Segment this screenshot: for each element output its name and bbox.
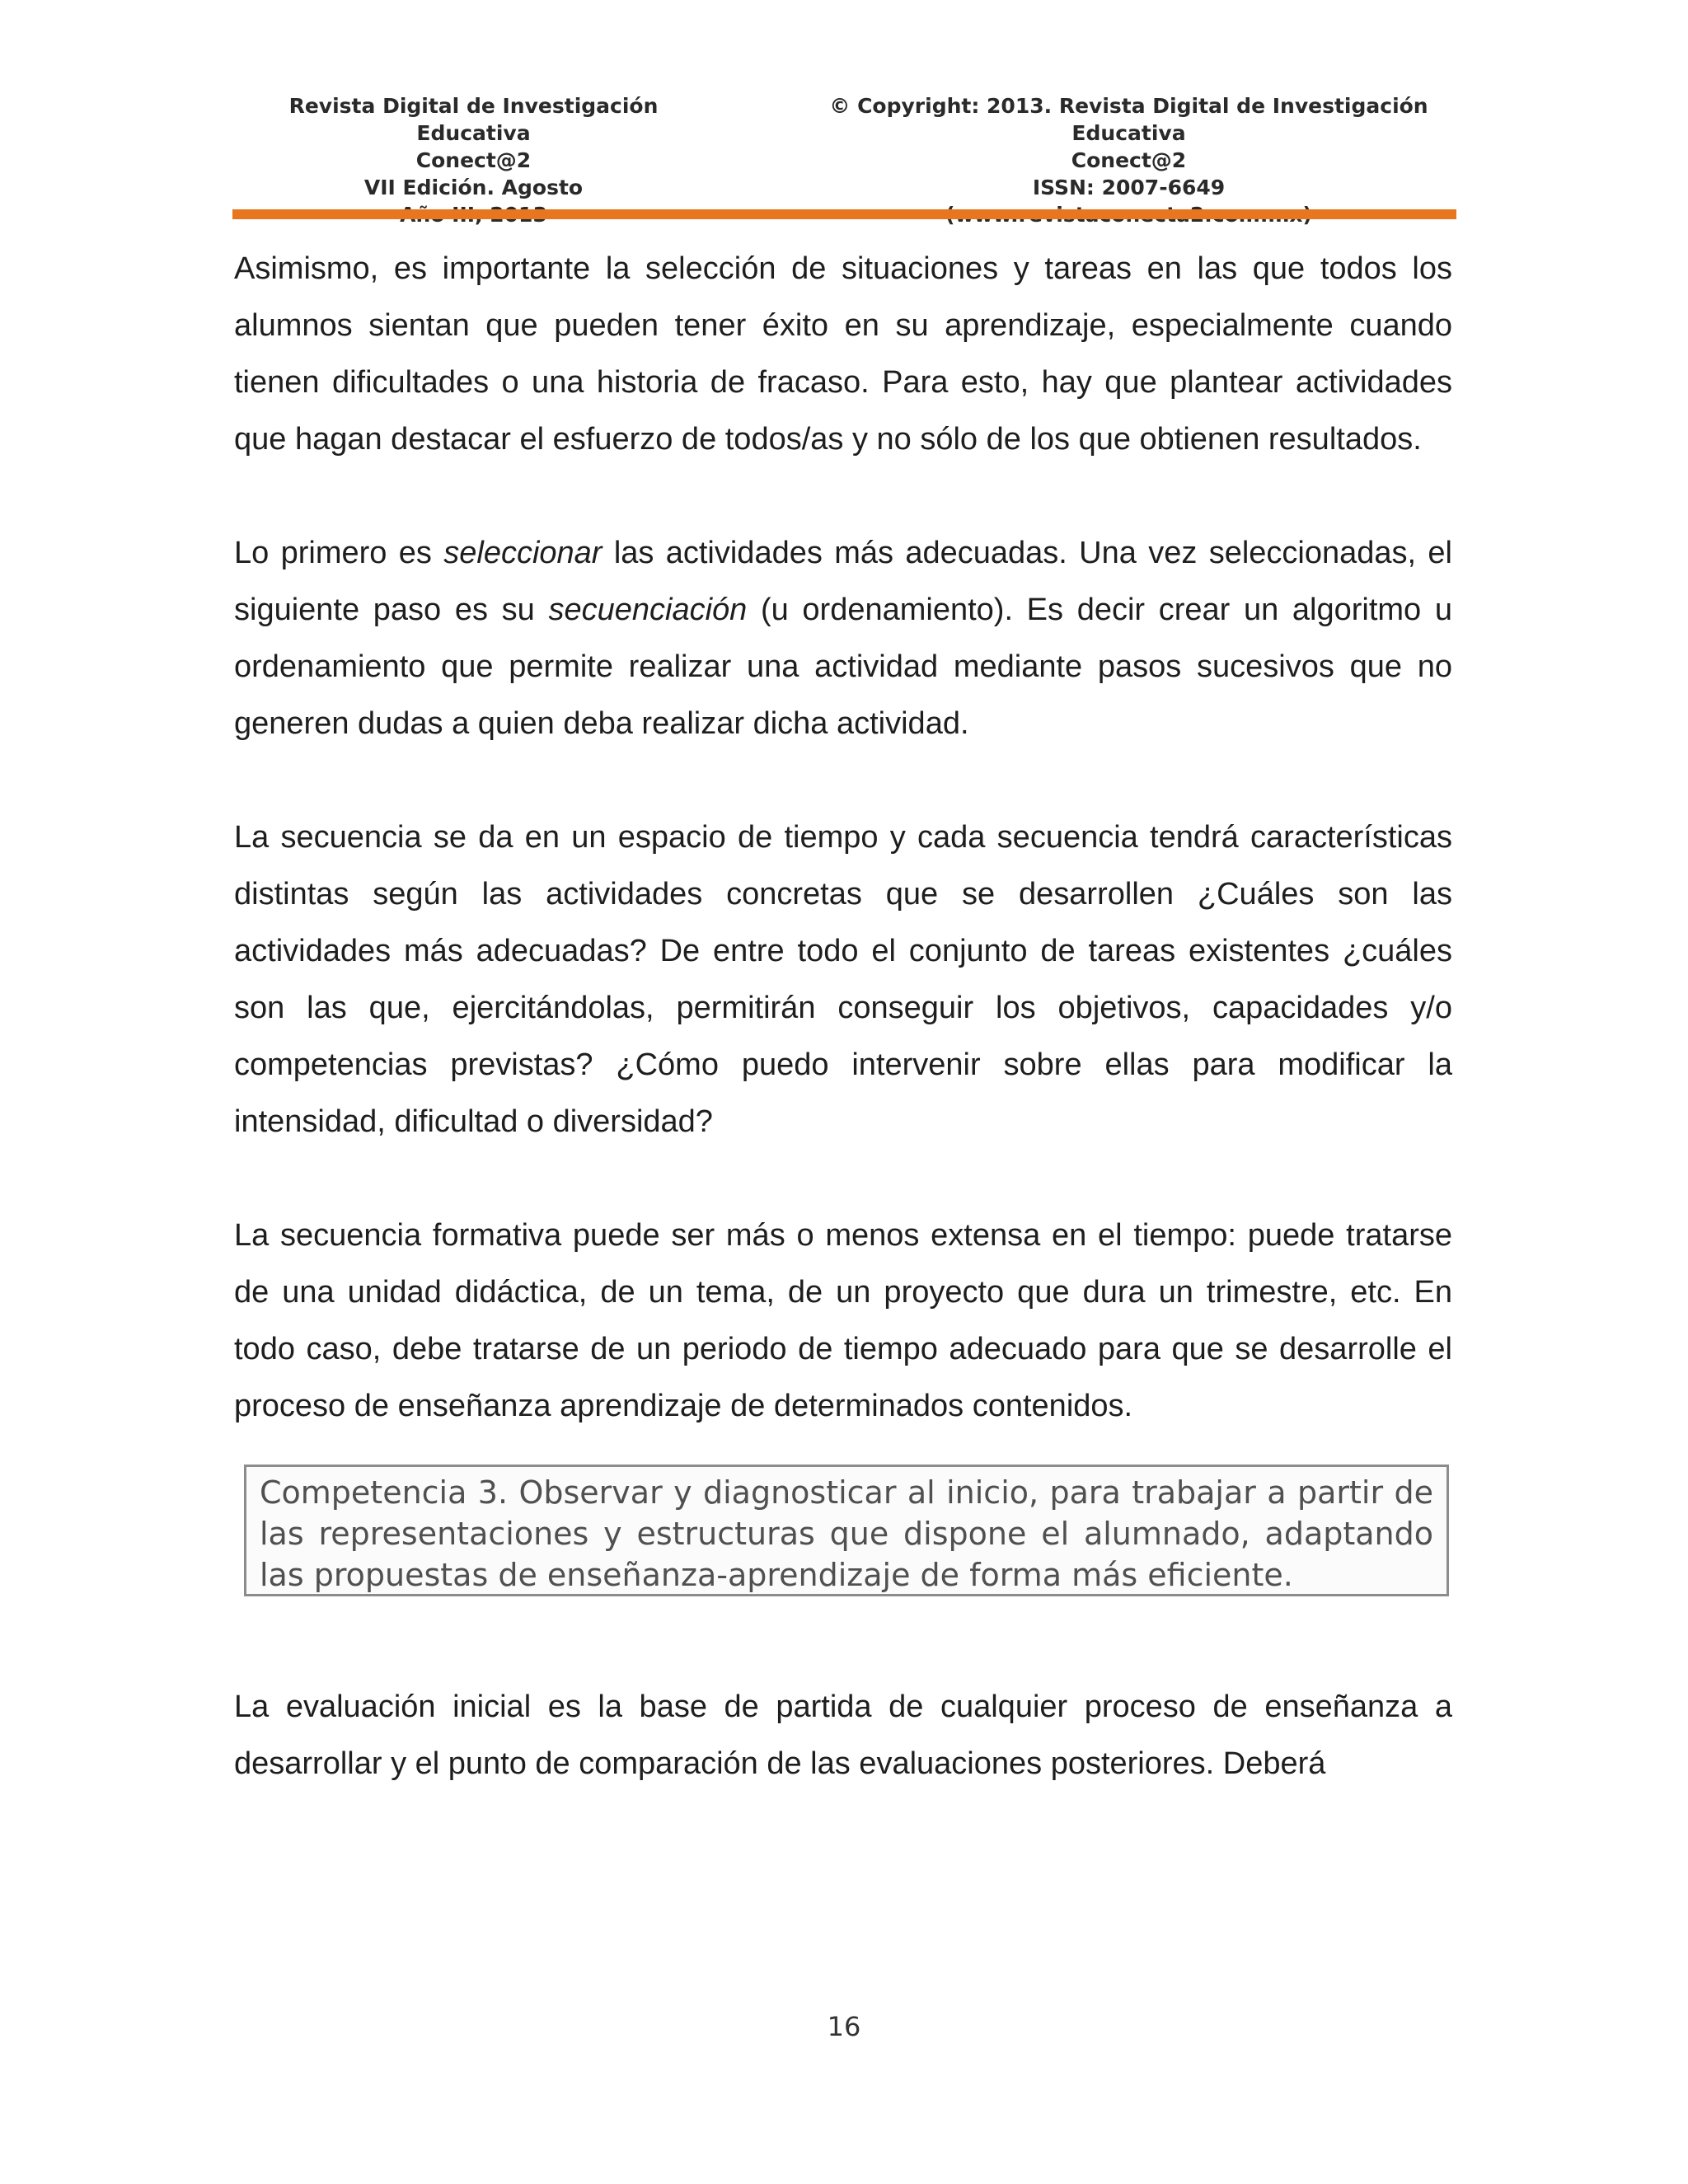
issn: ISSN: 2007-6649 [1032, 176, 1226, 199]
paragraph-1: Asimismo, es importante la selección de situaciones y tareas en las que todos los alumnos sientan que pueden tener éxito en su aprendizaje, especialmente cuando tienen dificultades o una historia de fracaso. Para esto, hay que plantear actividades que hagan destacar el esfuerzo de todos/as y no sólo de los que obtienen resultados. [234, 251, 1452, 457]
emphasis-secuenciacion: secuenciación [548, 593, 748, 627]
paragraph-3: La secuencia se da en un espacio de tiempo y cada secuencia tendrá características distintas según las actividades concretas que se desarrollen ¿Cuáles son las actividades más adecuadas? De entre todo el conjunto de tareas existentes ¿cuáles son las que, ejercitándolas, permitirán conseguir los objetivos, capacidades y/o competencias previstas? ¿Cómo puedo intervenir sobre ellas para modificar la intensidad, dificultad o diversidad? [234, 820, 1452, 1139]
page-header [232, 92, 1456, 216]
page-body [234, 241, 1452, 1849]
journal-name: Conect@2 [415, 148, 532, 172]
copyright-line: © Copyright: 2013. Revista Digital de Investigación Educativa [829, 94, 1428, 145]
copyright-info [801, 92, 1456, 228]
paragraph-4: La secuencia formativa puede ser más o menos extensa en el tiempo: puede tratarse de una unidad didáctica, de un tema, de un proyecto que dura un trimestre, etc. En todo caso, debe tratarse de un periodo de tiempo adecuado para que se desarrolle el proceso de enseñanza aprendizaje de determinados contenidos. [234, 1218, 1452, 1423]
journal-info [232, 92, 715, 228]
journal-title: Revista Digital de Investigación Educativa [288, 94, 659, 145]
page-number: 16 [827, 2011, 861, 2042]
header-rule [232, 209, 1456, 219]
paragraph-2: Lo primero es seleccionar las actividades más adecuadas. Una vez seleccionadas, el siguiente paso es su secuenciación (u ordenamiento). Es decir crear un algoritmo u ordenamiento que permite realizar una actividad mediante pasos sucesivos que no generen dudas a quien deba realizar dicha actividad. [234, 536, 1452, 741]
paragraph-5: La evaluación inicial es la base de partida de cualquier proceso de enseñanza a desarrollar y el punto de comparación de las evaluaciones posteriores. Deberá [234, 1690, 1452, 1781]
edition: VII Edición. Agosto [363, 176, 584, 199]
competencia-box: Competencia 3. Observar y diagnosticar al inicio, para trabajar a partir de las representaciones y estructuras que dispone el alumnado, adaptando las propuestas de enseñanza-aprendizaje de forma más eficiente. [244, 1465, 1449, 1596]
emphasis-seleccionar: seleccionar [443, 536, 603, 570]
copyright-journal-name: Conect@2 [1071, 148, 1187, 172]
